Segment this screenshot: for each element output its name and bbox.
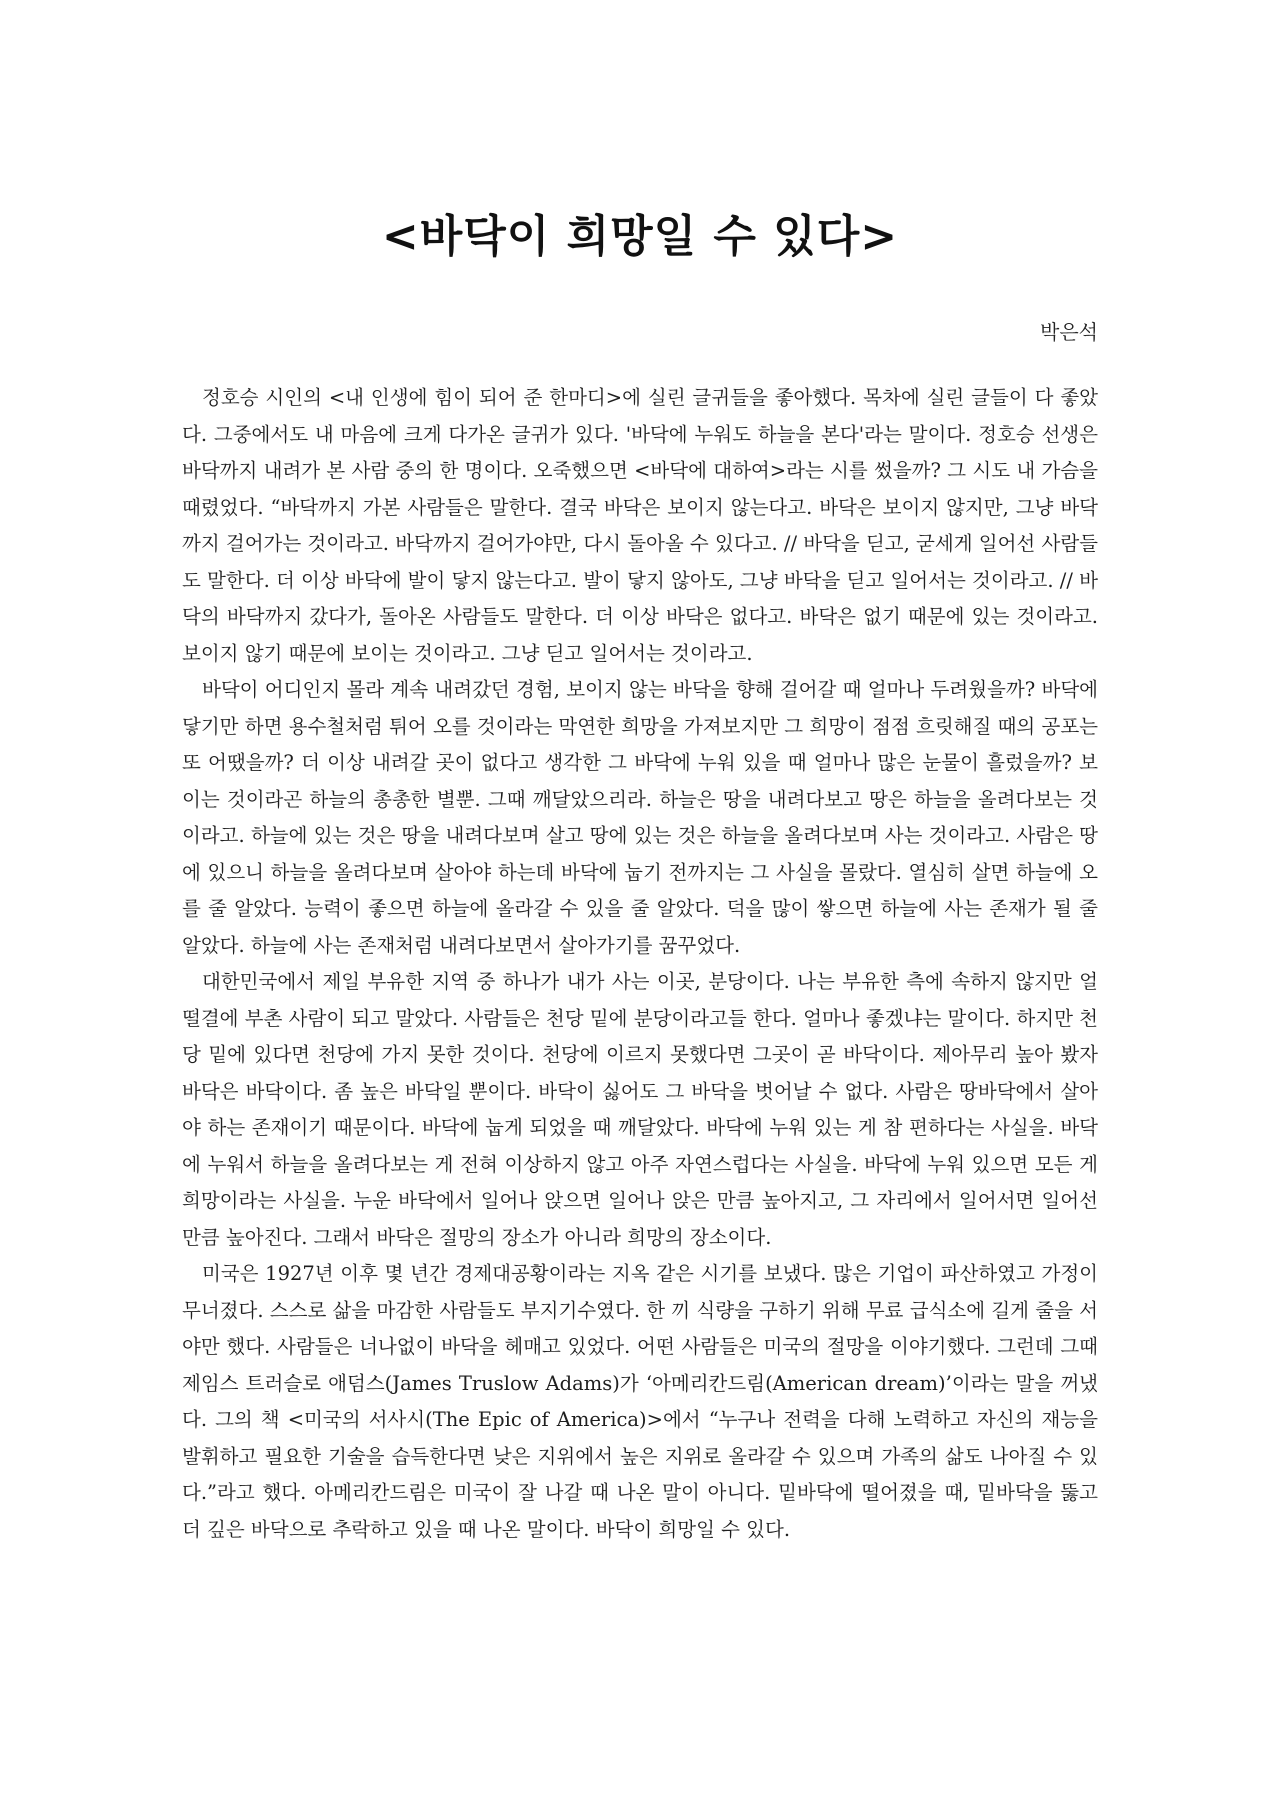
paragraph-1: 정호승 시인의 <내 인생에 힘이 되어 준 한마디>에 실린 글귀들을 좋아했다. 목차에 실린 글들이 다 좋았다. 그중에서도 내 마음에 크게 다가온 글귀가 있다. '바닥에 누워도 하늘을 본다'라는 말이다. 정호승 선생은 바닥까지 내려가 본 사람 중의 한 명이다. 오죽했으면 <바닥에 대하여>라는 시를 썼을까? 그 시도 내 가슴을 때렸었다. “바닥까지 가본 사람들은 말한다. 결국 바닥은 보이지 않는다고. 바닥은 보이지 않지만, 그냥 바닥까지 걸어가는 것이라고. 바닥까지 걸어가야만, 다시 돌아올 수 있다고. // 바닥을 딛고, 굳세게 일어선 사람들도 말한다. 더 이상 바닥에 발이 닿지 않는다고. 발이 닿지 않아도, 그냥 바닥을 딛고 일어서는 것이라고. // 바닥의 바닥까지 갔다가, 돌아온 사람들도 말한다. 더 이상 바닥은 없다고. 바닥은 없기 때문에 있는 것이라고. 보이지 않기 때문에 보이는 것이라고. 그냥 딛고 일어서는 것이라고.: [182, 386, 1098, 665]
author-name: 박은석: [1040, 320, 1098, 344]
paragraph-3: 대한민국에서 제일 부유한 지역 중 하나가 내가 사는 이곳, 분당이다. 나는 부유한 측에 속하지 않지만 얼떨결에 부촌 사람이 되고 말았다. 사람들은 천당 밑에 분당이라고들 한다. 얼마나 좋겠냐는 말이다. 하지만 천당 밑에 있다면 천당에 가지 못한 것이다. 천당에 이르지 못했다면 그곳이 곧 바닥이다. 제아무리 높아 봤자 바닥은 바닥이다. 좀 높은 바닥일 뿐이다. 바닥이 싫어도 그 바닥을 벗어날 수 없다. 사람은 땅바닥에서 살아야 하는 존재이기 때문이다. 바닥에 눕게 되었을 때 깨달았다. 바닥에 누워 있는 게 참 편하다는 사실을. 바닥에 누워서 하늘을 올려다보는 게 전혀 이상하지 않고 아주 자연스럽다는 사실을. 바닥에 누워 있으면 모든 게 희망이라는 사실을. 누운 바닥에서 일어나 앉으면 일어나 앉은 만큼 높아지고, 그 자리에서 일어서면 일어선 만큼 높아진다. 그래서 바닥은 절망의 장소가 아니라 희망의 장소이다.: [182, 970, 1098, 1249]
document-title: <바닥이 희망일 수 있다>: [381, 211, 899, 262]
paragraph-4: 미국은 1927년 이후 몇 년간 경제대공황이라는 지옥 같은 시기를 보냈다. 많은 기업이 파산하였고 가정이 무너졌다. 스스로 삶을 마감한 사람들도 부지기수였다. 한 끼 식량을 구하기 위해 무료 급식소에 길게 줄을 서야만 했다. 사람들은 너나없이 바닥을 헤매고 있었다. 어떤 사람들은 미국의 절망을 이야기했다. 그런데 그때 제임스 트러슬로 애덤스(James Truslow Adams)가 ‘아메리칸드림(American dream)’이라는 말을 꺼냈다. 그의 책 <미국의 서사시(The Epic of America)>에서 “누구나 전력을 다해 노력하고 자신의 재능을 발휘하고 필요한 기술을 습득한다면 낮은 지위에서 높은 지위로 올라갈 수 있으며 가족의 삶도 나아질 수 있다.”라고 했다. 아메리칸드림은 미국이 잘 나갈 때 나온 말이 아니다. 밑바닥에 떨어졌을 때, 밑바닥을 뚫고 더 깊은 바닥으로 추락하고 있을 때 나온 말이다. 바닥이 희망일 수 있다.: [182, 1262, 1098, 1541]
document-body: [182, 380, 1098, 1548]
paragraph-2: 바닥이 어디인지 몰라 계속 내려갔던 경험, 보이지 않는 바닥을 향해 걸어갈 때 얼마나 두려웠을까? 바닥에 닿기만 하면 용수철처럼 튀어 오를 것이라는 막연한 희망을 가져보지만 그 희망이 점점 흐릿해질 때의 공포는 또 어땠을까? 더 이상 내려갈 곳이 없다고 생각한 그 바닥에 누워 있을 때 얼마나 많은 눈물이 흘렀을까? 보이는 것이라곤 하늘의 총총한 별뿐. 그때 깨달았으리라. 하늘은 땅을 내려다보고 땅은 하늘을 올려다보는 것이라고. 하늘에 있는 것은 땅을 내려다보며 살고 땅에 있는 것은 하늘을 올려다보며 사는 것이라고. 사람은 땅에 있으니 하늘을 올려다보며 살아야 하는데 바닥에 눕기 전까지는 그 사실을 몰랐다. 열심히 살면 하늘에 오를 줄 알았다. 능력이 좋으면 하늘에 올라갈 수 있을 줄 알았다. 덕을 많이 쌓으면 하늘에 사는 존재가 될 줄 알았다. 하늘에 사는 존재처럼 내려다보면서 살아가기를 꿈꾸었다.: [182, 678, 1098, 957]
